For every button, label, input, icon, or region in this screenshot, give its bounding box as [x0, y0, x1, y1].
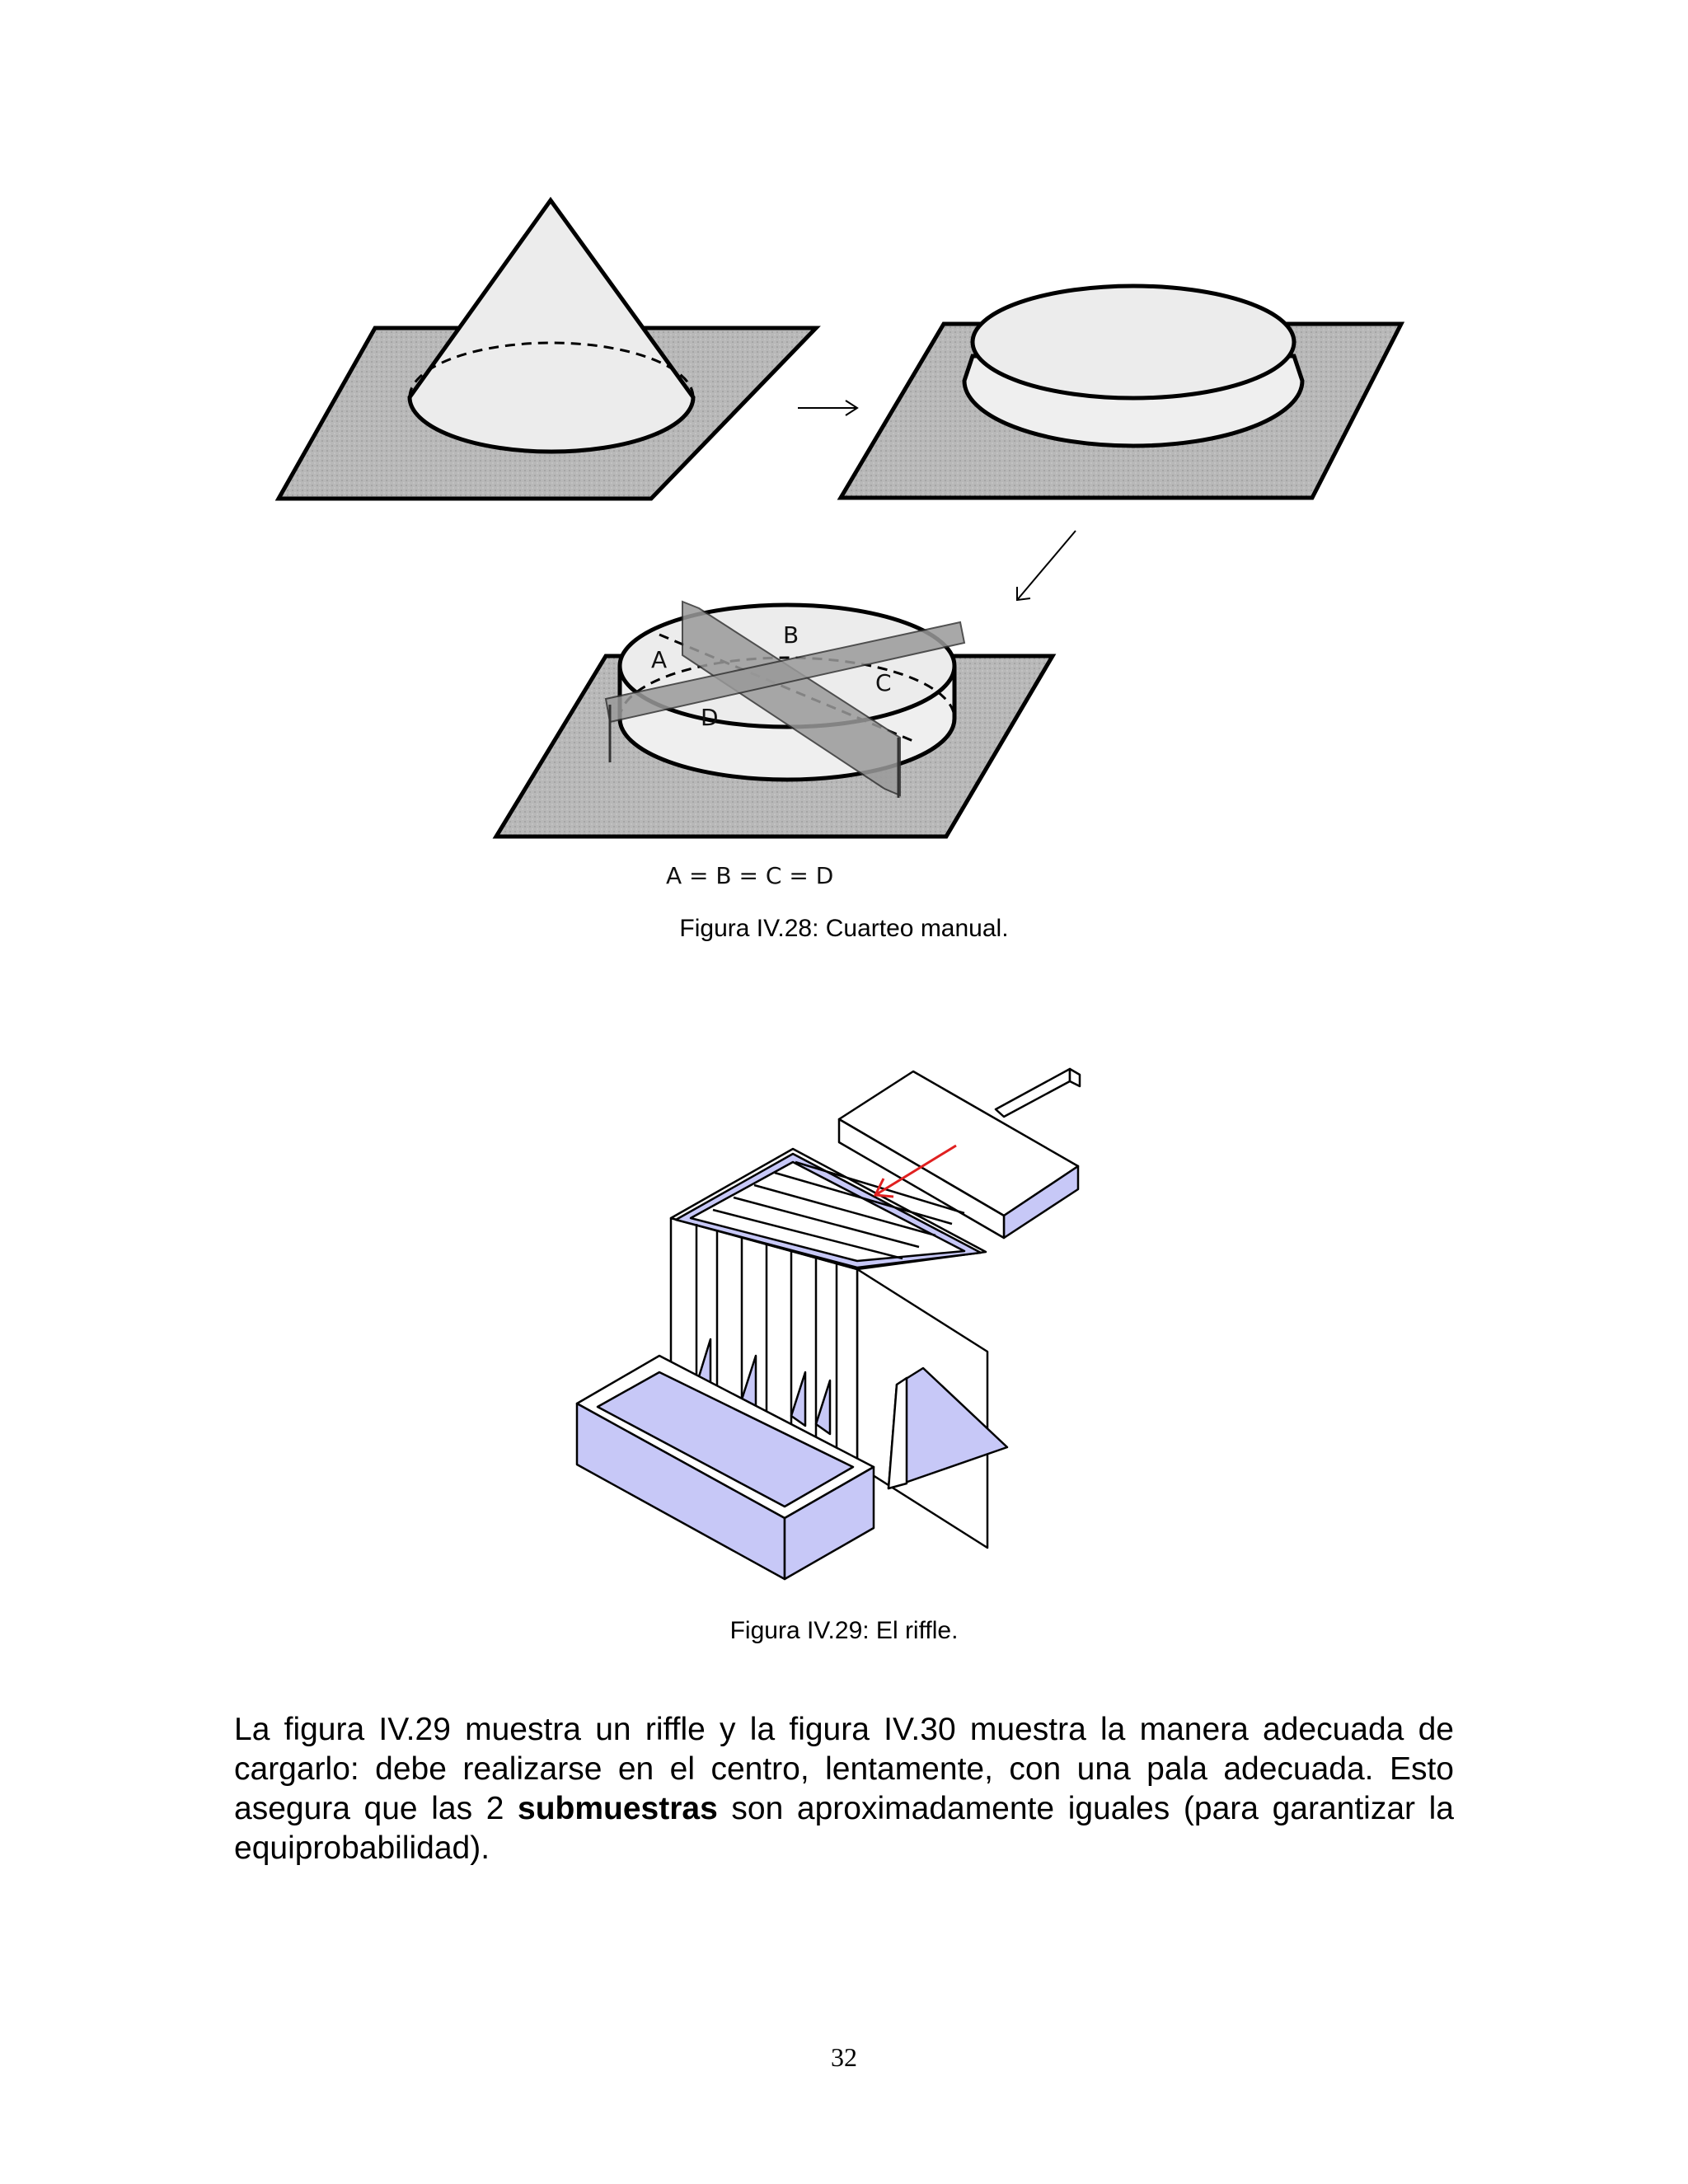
arrow-down-left: [1017, 531, 1076, 600]
quartered-pile-panel: [496, 602, 1053, 837]
bold-term: submuestras: [518, 1791, 718, 1826]
label-c: C: [875, 669, 892, 696]
figure-caption-29: Figura IV.29: El riffle.: [729, 1617, 959, 1644]
label-d: D: [701, 704, 719, 731]
flattened-pile-panel: [841, 286, 1401, 498]
pile-top: [973, 286, 1294, 398]
cone-panel: [279, 200, 816, 499]
label-b: B: [783, 621, 799, 649]
equality-label: A = B = C = D: [666, 862, 834, 889]
paragraph-text-after: son aproximadamente iguales (para garantizar la equiprobabilidad).: [234, 1791, 1454, 1866]
figure-cuarteo-manual: [0, 0, 1688, 972]
arrow-right: [798, 401, 857, 415]
body-paragraph: [234, 1710, 1454, 1868]
paragraph-text-before: La figura IV.29 muestra un riffle y la figura IV.30 muestra la manera adecuada de cargarlo: debe realizarse en el centro, lentamente, con una pala adecuada. Esto asegura que las 2: [234, 1712, 1454, 1826]
label-a: A: [651, 646, 668, 673]
figure-riffle: [0, 1038, 1688, 1599]
page-number: 32: [831, 2042, 857, 2072]
figure-caption-28: Figura IV.28: Cuarteo manual.: [679, 915, 1009, 942]
